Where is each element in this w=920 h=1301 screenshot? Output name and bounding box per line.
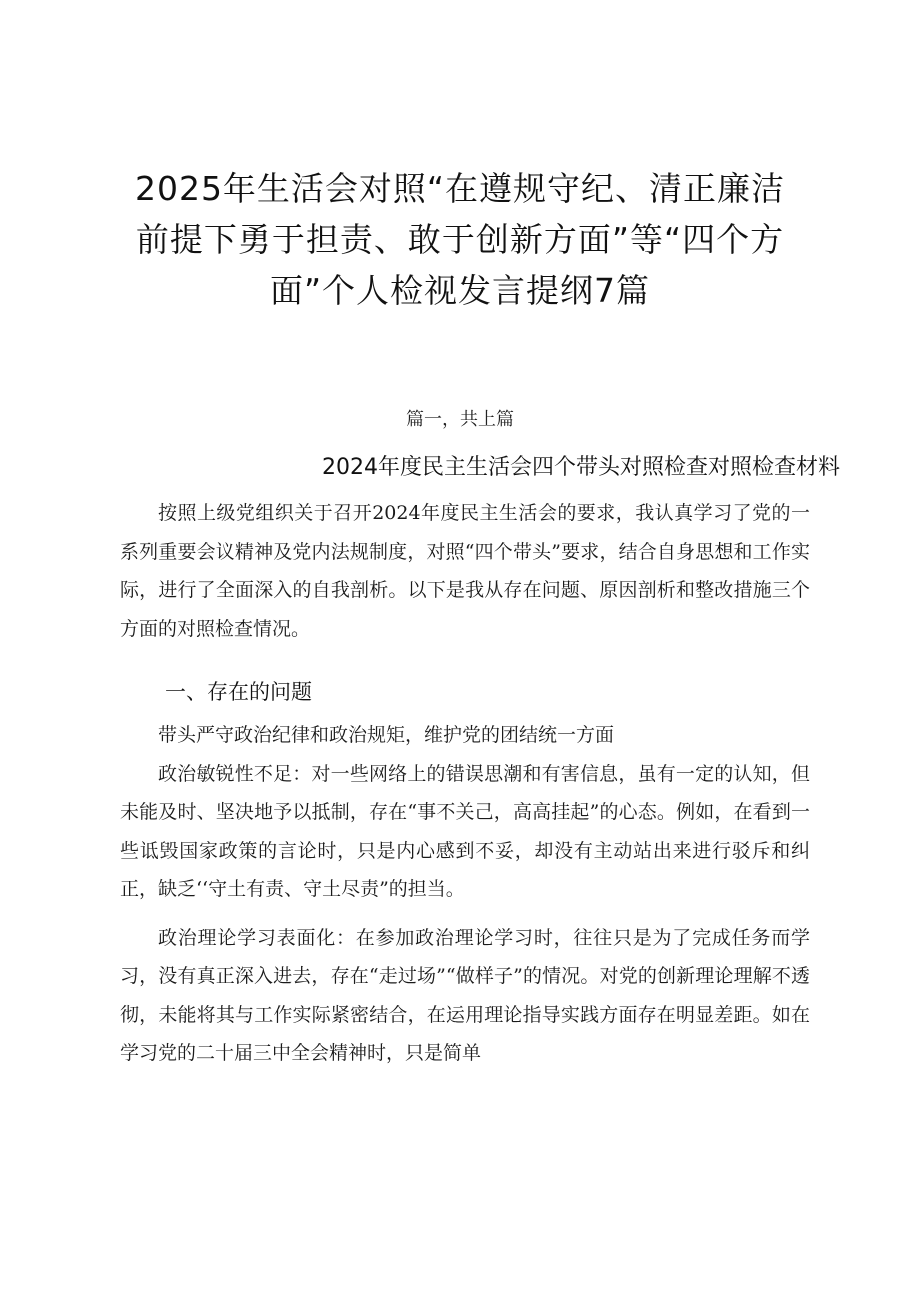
paragraph-3: 政治理论学习表面化：在参加政治理论学习时，往往只是为了完成任务而学习，没有真正深入进去，存在“走过场”“做样子”的情况。对党的创新理论理解不透彻，未能将其与工作实际紧密结合，在运用理论指导实践方面存在明显差距。如在学习党的二十届三中全会精神时，只是简单 [120,926,810,1064]
section-label: 篇一，共上篇 [406,409,514,430]
intro-paragraph: 按照上级党组织关于召开2024年度民主生活会的要求，我认真学习了党的一系列重要会议精神及党内法规制度，对照“四个带头”要求，结合自身思想和工作实际，进行了全面深入的自我剖析。以下是我从存在问题、原因剖析和整改措施三个方面的对照检查情况。 [120,502,810,640]
paragraph-2: 政治敏锐性不足：对一些网络上的错误思潮和有害信息，虽有一定的认知，但未能及时、坚决地予以抵制，存在“事不关己，高高挂起”的心态。例如，在看到一些诋毁国家政策的言论时，只是内心感到不妥，却没有主动站出来进行驳斥和纠正，缺乏‘‘守土有责、守土尽责”的担当。 [120,762,810,900]
intro-block [120,494,810,648]
title-line-3: 面”个人检视发言提纲7篇 [269,271,651,310]
title-line-1: 2025年生活会对照“在遵规守纪、清正廉洁 [134,169,786,208]
body-block [120,716,810,1073]
paragraph-1: 带头严守政治纪律和政治规矩，维护党的团结统一方面 [158,724,615,746]
document-title [100,163,820,316]
title-line-2: 前提下勇于担责、敢于创新方面”等“四个方 [135,220,785,259]
section-heading-problems: 一、存在的问题 [165,680,312,704]
sub-title: 2024年度民主生活会四个带头对照检查对照检查材料 [322,455,840,480]
